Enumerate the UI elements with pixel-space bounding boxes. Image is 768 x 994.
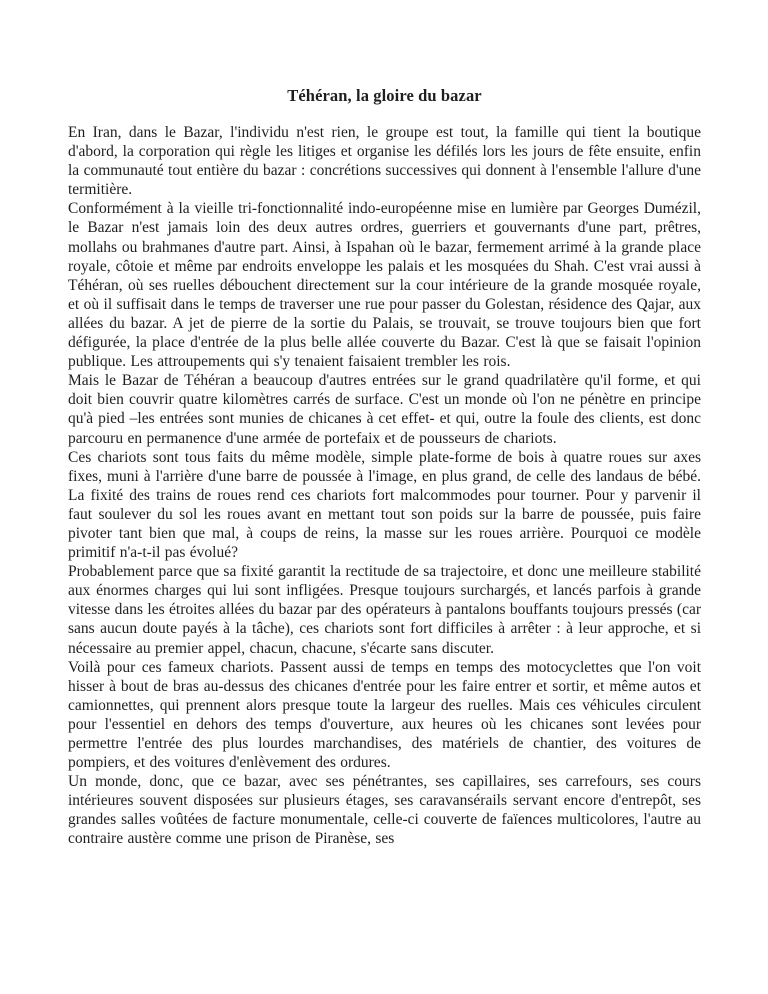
paragraph-7: Un monde, donc, que ce bazar, avec ses pénétrantes, ses capillaires, ses carrefours, ses cours intérieures souvent disposées sur plusieurs étages, ses caravansérails servant encore d'entrepôt, ses grandes salles voûtées de facture monumentale, celle-ci couverte de faïences multicolores, l'autre au contraire austère comme une prison de Piranèse, ses: [68, 773, 701, 848]
paragraph-4: Ces chariots sont tous faits du même modèle, simple plate-forme de bois à quatre roues sur axes fixes, muni à l'arrière d'une barre de poussée à l'image, en plus grand, de celle des landaus de bébé. La fixité des trains de roues rend ces chariots fort malcommodes pour tourner. Pour y parvenir il faut soulever du sol les roues avant en mettant tout son poids sur la barre de poussée, puis faire pivoter tant bien que mal, à coups de reins, la masse sur les roues arrière. Pourquoi ce modèle primitif n'a-t-il pas évolué?: [68, 448, 701, 562]
paragraph-3: Mais le Bazar de Téhéran a beaucoup d'autres entrées sur le grand quadrilatère qu'il forme, et qui doit bien couvrir quatre kilomètres carrés de surface. C'est un monde où l'on ne pénètre en principe qu'à pied –les entrées sont munies de chicanes à cet effet- et qui, outre la foule des clients, est donc parcouru en permanence d'une armée de portefaix et de pousseurs de chariots.: [68, 372, 701, 447]
paragraph-1: En Iran, dans le Bazar, l'individu n'est rien, le groupe est tout, la famille qui tient la boutique d'abord, la corporation qui règle les litiges et organise les défilés lors les jours de fête ensuite, enfin la communauté tout entière du bazar : concrétions successives qui donnent à l'ensemble l'allure d'une termitière.: [68, 124, 701, 199]
paragraph-6: Voilà pour ces fameux chariots. Passent aussi de temps en temps des motocyclettes que l'on voit hisser à bout de bras au-dessus des chicanes d'entrée pour les faire entrer et sortir, et même autos et camionnettes, qui prennent alors presque toute la largeur des ruelles. Mais ces véhicules circulent pour l'essentiel en dehors des temps d'ouverture, aux heures où les chicanes sont levées pour permettre l'entrée des plus lourdes marchandises, des matériels de chantier, des voitures de pompiers, et des voitures d'enlèvement des ordures.: [68, 658, 701, 772]
paragraph-5: Probablement parce que sa fixité garantit la rectitude de sa trajectoire, et donc une meilleure stabilité aux énormes charges qui lui sont infligées. Presque toujours surchargés, et lancés parfois à grande vitesse dans les étroites allées du bazar par des opérateurs à pantalons bouffants toujours pressés (car sans aucun doute payés à la tâche), ces chariots sont fort difficiles à arrêter : à leur approche, et si nécessaire au premier appel, chacun, chacune, s'écarte sans discuter.: [68, 563, 701, 657]
paragraph-2: Conformément à la vieille tri-fonctionnalité indo-européenne mise en lumière par Georges Dumézil, le Bazar n'est jamais loin des deux autres ordres, guerriers et gouvernants d'une part, prêtres, mollahs ou brahmanes d'autre part. Ainsi, à Ispahan où le bazar, fermement arrimé à la grande place royale, côtoie et même par endroits enveloppe les palais et les mosquées du Shah. C'est vrai aussi à Téhéran, où ses ruelles débouchent directement sur la cour intérieure de la grande mosquée royale, et où il suffisait dans le temps de traverser une rue pour passer du Golestan, résidence des Qajar, aux allées du bazar. A jet de pierre de la sortie du Palais, se trouvait, se trouve toujours bien que fort défigurée, la place d'entrée de la plus belle allée couverte du Bazar. C'est là que se faisait l'opinion publique. Les attroupements qui s'y tenaient faisaient trembler les rois.: [68, 200, 701, 371]
document-content: [68, 86, 701, 849]
document-title: Téhéran, la gloire du bazar: [287, 86, 482, 105]
